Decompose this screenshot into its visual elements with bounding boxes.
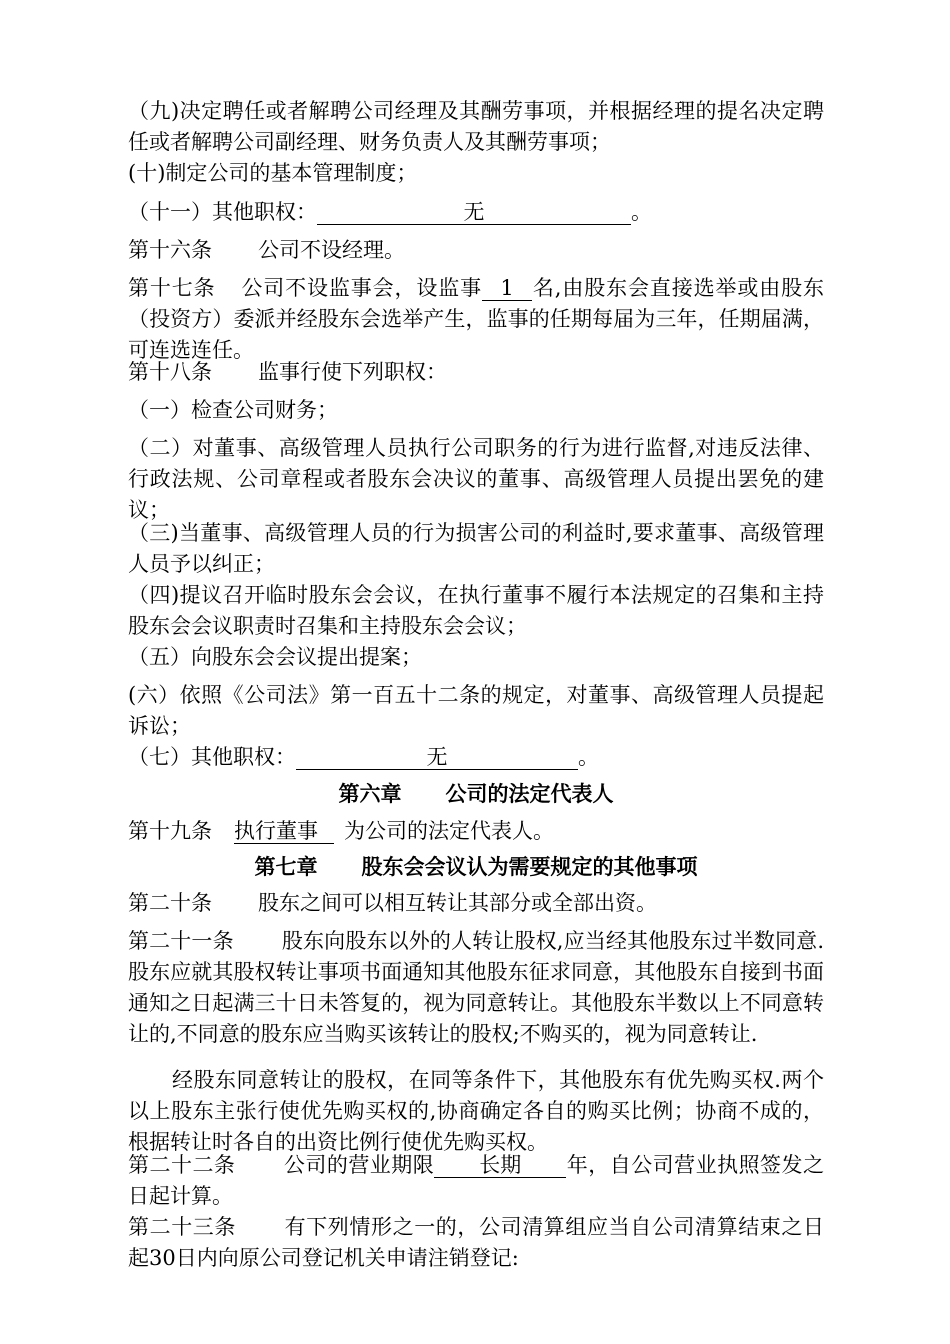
article-22-prefix: 公司的营业期限 — [283, 1153, 435, 1177]
item-5 — [128, 642, 824, 673]
article-21 — [128, 926, 824, 1050]
item-7 — [128, 742, 824, 773]
fill-blank: 长期 — [434, 1153, 566, 1178]
article-label: 第十六条 — [128, 238, 212, 262]
fill-blank: 1 — [482, 276, 532, 301]
article-label: 第二十三条 — [128, 1215, 236, 1239]
article-23-text: 有下列情形之一的，公司清算组应当自公司清算结束之日起30日内向原公司登记机关申请注销登记: — [128, 1215, 824, 1270]
item-6-text: (六）依照《公司法》第一百五十二条的规定，对董事、高级管理人员提起诉讼； — [128, 683, 824, 738]
article-label: 第十九条 — [128, 819, 212, 843]
item-3-text: （三)当董事、高级管理人员的行为损害公司的利益时,要求董事、高级管理人员予以纠正； — [128, 521, 824, 576]
item-6 — [128, 680, 824, 742]
article-19 — [128, 816, 824, 847]
article-16 — [128, 235, 824, 266]
article-label: 第二十二条 — [128, 1153, 236, 1177]
chapter-title: 股东会会议认为需要规定的其他事项 — [361, 854, 698, 879]
article-label: 第十八条 — [128, 360, 212, 384]
article-22-suffix: 年，自公司营业执照签发之日起计算。 — [128, 1153, 825, 1208]
item-2 — [128, 433, 824, 526]
article-label: 第十七条 — [128, 276, 216, 300]
clause-10 — [128, 158, 824, 189]
article-21-para-2-text: 经股东同意转让的股权，在同等条件下，其他股东有优先购买权.两个以上股东主张行使优先购买权的,协商确定各自的购买比例；协商不成的，根据转让时各自的出资比例行使优先购买权。 — [128, 1068, 824, 1154]
article-19-suffix: 为公司的法定代表人。 — [344, 819, 554, 843]
chapter-title: 公司的法定代表人 — [445, 781, 614, 806]
chapter-6-heading — [128, 778, 824, 809]
article-20-text: 股东之间可以相互转让其部分或全部出资。 — [258, 891, 657, 915]
article-16-text: 公司不设经理。 — [258, 238, 405, 262]
item-4-text: （四)提议召开临时股东会会议，在执行董事不履行本法规定的召集和主持股东会会议职责时召集和主持股东会会议； — [128, 583, 824, 638]
chapter-7-heading — [128, 851, 824, 882]
item-2-text: （二）对董事、高级管理人员执行公司职务的行为进行监督,对违反法律、行政法规、公司章程或者股东会决议的董事、高级管理人员提出罢免的建议； — [128, 436, 824, 522]
article-17-suffix: 名,由股东会直接选举或由股东（投资方）委派并经股东会选举产生，监事的任期每届为三年，任期届满，可连选连任。 — [128, 276, 825, 362]
chapter-number: 第六章 — [338, 781, 402, 806]
article-18-text: 监事行使下列职权： — [258, 360, 447, 384]
item-1 — [128, 395, 824, 426]
clause-9-text: （九)决定聘任或者解聘公司经理及其酬劳事项，并根据经理的提名决定聘任或者解聘公司副经理、财务负责人及其酬劳事项； — [128, 99, 824, 154]
article-18 — [128, 357, 824, 388]
item-7-suffix: 。 — [578, 745, 599, 769]
article-17 — [128, 273, 824, 366]
clause-10-text: (十)制定公司的基本管理制度； — [128, 161, 418, 185]
article-23 — [128, 1212, 824, 1274]
article-label: 第二十一条 — [128, 929, 234, 953]
item-3 — [128, 518, 824, 580]
item-1-text: （一）检查公司财务； — [128, 398, 338, 422]
clause-11-prefix: （十一）其他职权： — [128, 200, 317, 224]
article-17-prefix: 公司不设监事会，设监事 — [240, 276, 483, 300]
article-20 — [128, 888, 824, 919]
item-7-prefix: （七）其他职权： — [128, 745, 296, 769]
clause-11 — [128, 197, 824, 228]
fill-blank: 无 — [296, 745, 578, 770]
chapter-number: 第七章 — [254, 854, 318, 879]
fill-blank: 执行董事 — [234, 819, 334, 844]
article-21-text: 股东向股东以外的人转让股权,应当经其他股东过半数同意.股东应就其股权转让事项书面通知其他股东征求同意，其他股东自接到书面通知之日起满三十日未答复的，视为同意转让。其他股东半数以上不同意转让的,不同意的股东应当购买该转让的股权;不购买的，视为同意转让. — [128, 929, 824, 1046]
article-22 — [128, 1150, 824, 1212]
item-4 — [128, 580, 824, 642]
article-21-para-2 — [128, 1065, 824, 1158]
clause-9 — [128, 96, 824, 158]
item-5-text: （五）向股东会会议提出提案； — [128, 645, 422, 669]
fill-blank: 无 — [317, 200, 631, 225]
article-label: 第二十条 — [128, 891, 212, 915]
clause-11-suffix: 。 — [631, 200, 652, 224]
